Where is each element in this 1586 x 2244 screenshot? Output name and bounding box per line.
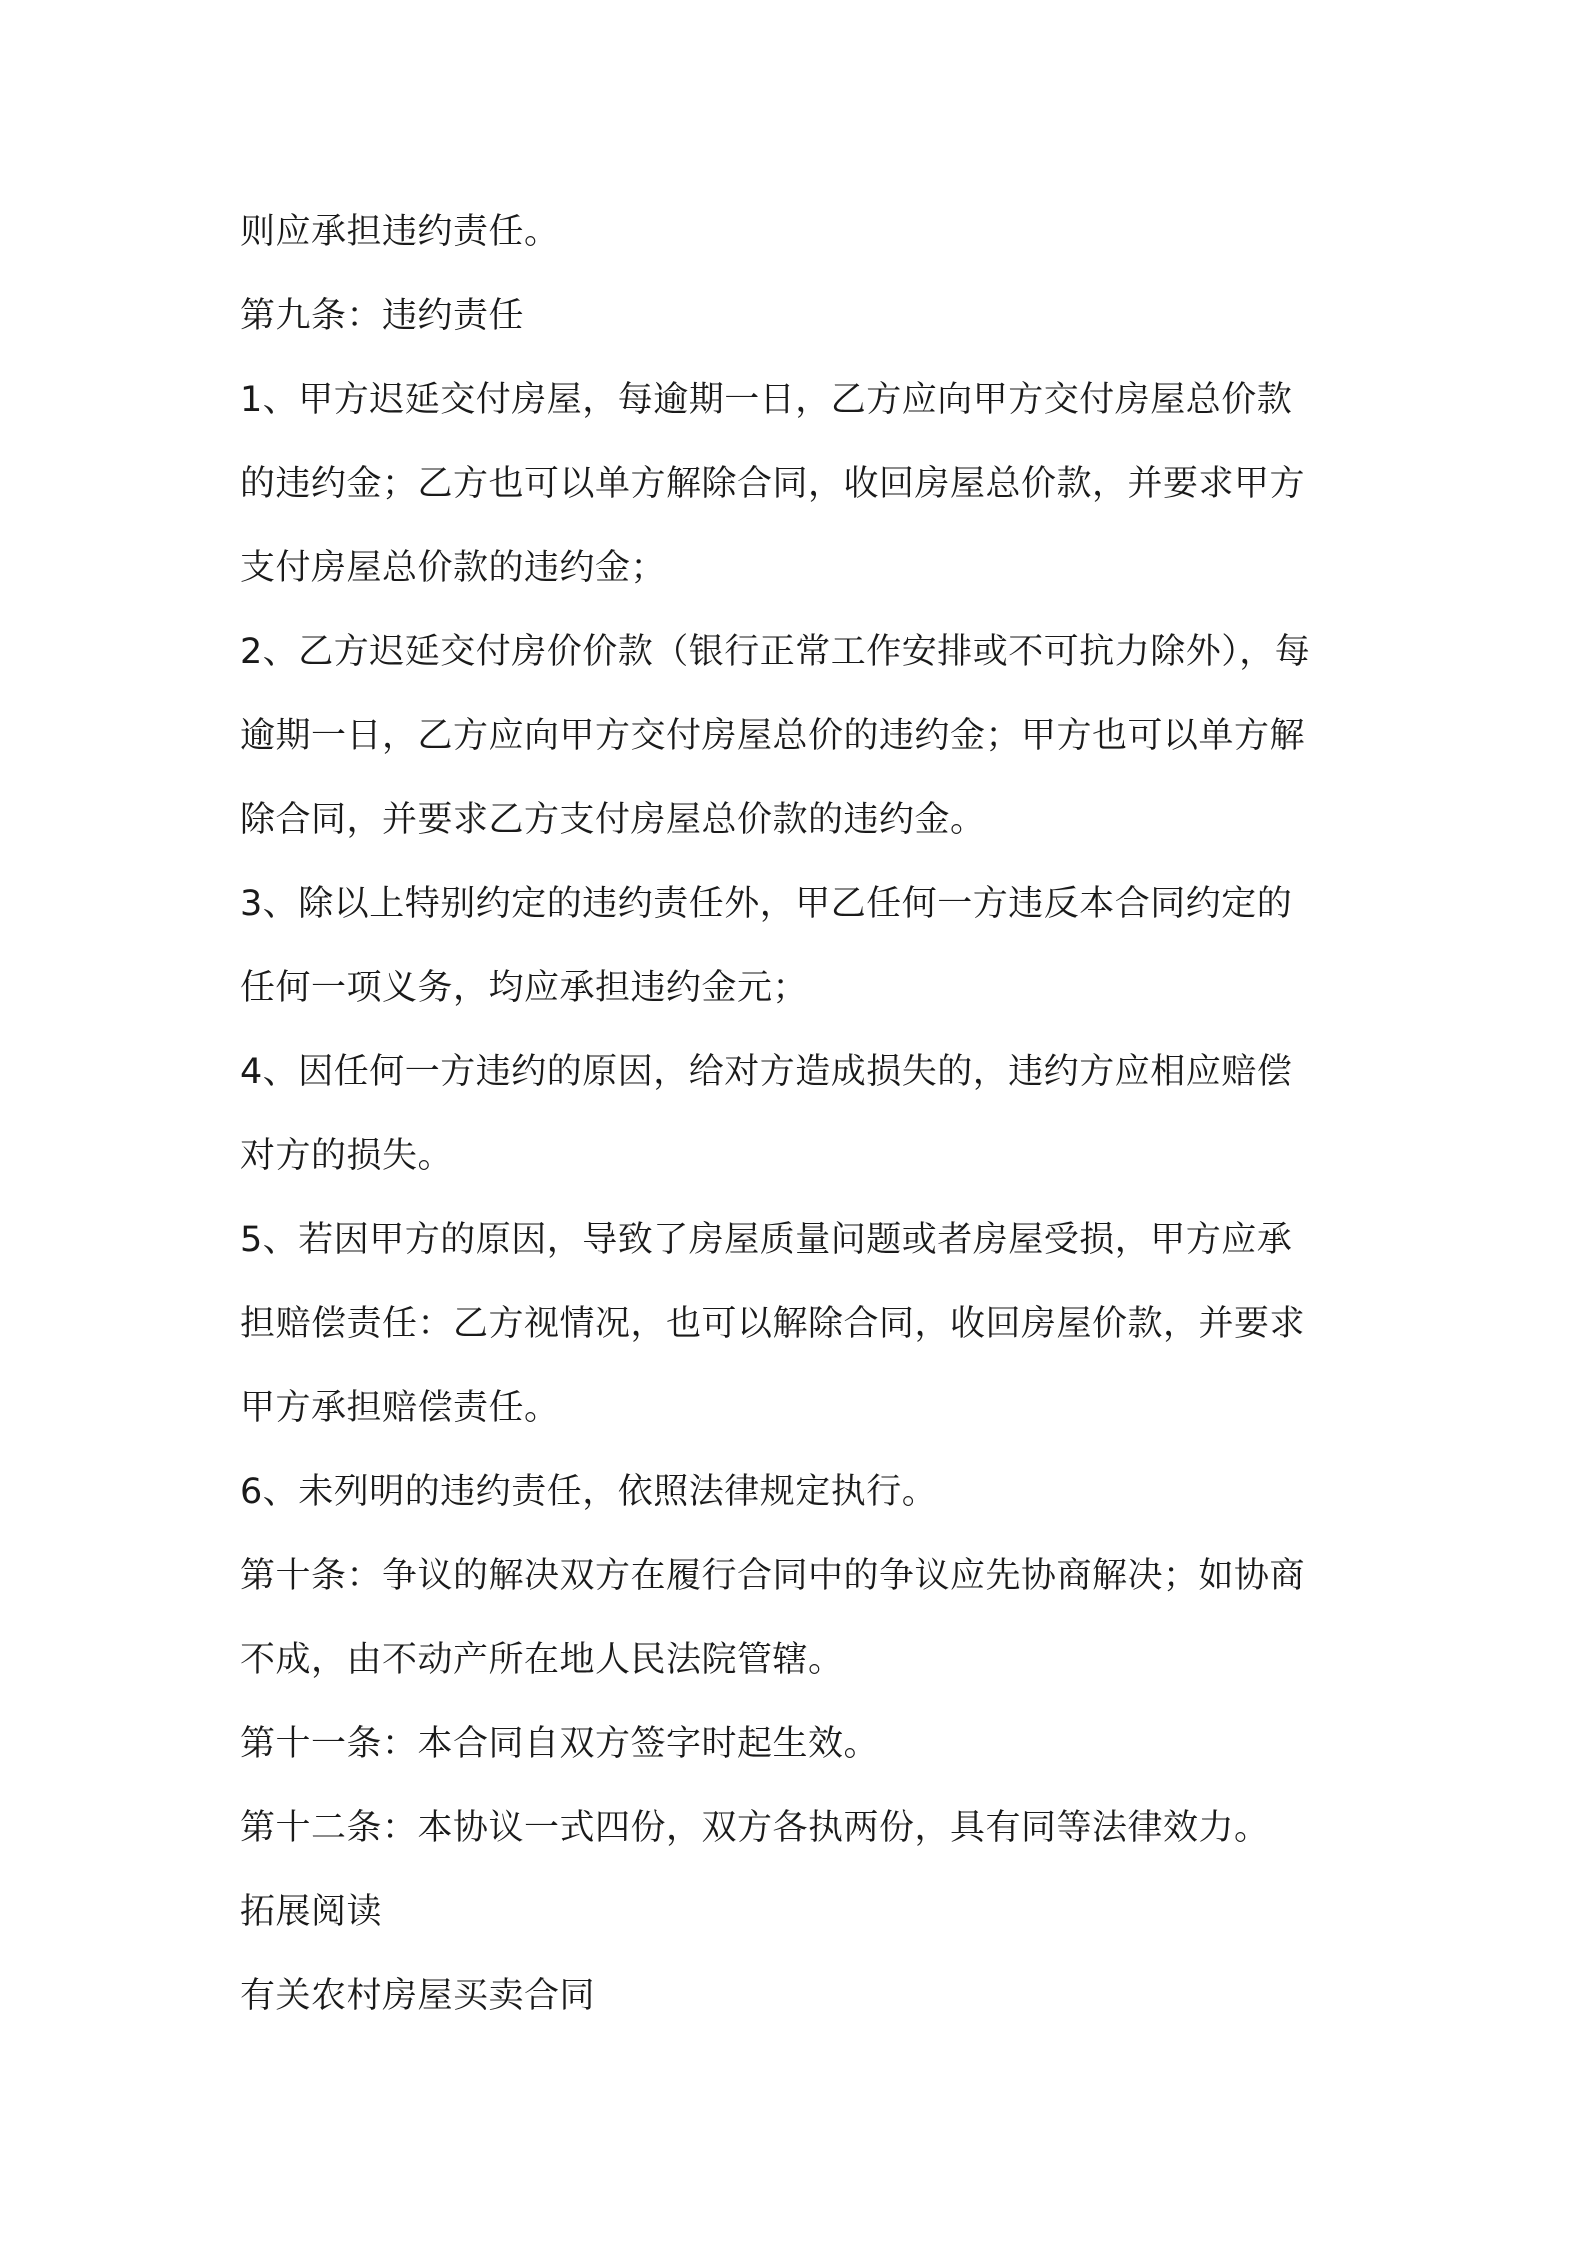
text-line: 第十一条：本合同自双方签字时起生效。 xyxy=(240,1724,880,1764)
text-line: 5、若因甲方的原因，导致了房屋质量问题或者房屋受损，甲方应承 xyxy=(240,1220,1293,1260)
text-line: 6、未列明的违约责任，依照法律规定执行。 xyxy=(240,1472,938,1512)
text-line: 除合同，并要求乙方支付房屋总价款的违约金。 xyxy=(240,800,986,840)
text-line: 3、除以上特别约定的违约责任外，甲乙任何一方违反本合同约定的 xyxy=(240,884,1293,924)
text-line: 的违约金；乙方也可以单方解除合同，收回房屋总价款，并要求甲方 xyxy=(240,464,1306,504)
document-page xyxy=(240,190,1360,2038)
text-line: 对方的损失。 xyxy=(240,1136,454,1176)
text-line: 1、甲方迟延交付房屋，每逾期一日，乙方应向甲方交付房屋总价款 xyxy=(240,380,1293,420)
text-line: 担赔偿责任：乙方视情况，也可以解除合同，收回房屋价款，并要求 xyxy=(240,1304,1306,1344)
text-line: 第十二条：本协议一式四份，双方各执两份，具有同等法律效力。 xyxy=(240,1808,1270,1848)
extended-reading-label: 拓展阅读 xyxy=(240,1892,383,1932)
text-line: 4、因任何一方违约的原因，给对方造成损失的，违约方应相应赔偿 xyxy=(240,1052,1293,1092)
text-line: 支付房屋总价款的违约金； xyxy=(240,548,667,588)
text-line: 则应承担违约责任。 xyxy=(240,212,560,252)
text-line: 2、乙方迟延交付房价价款（银行正常工作安排或不可抗力除外），每 xyxy=(240,632,1311,672)
text-line: 第十条：争议的解决双方在履行合同中的争议应先协商解决；如协商 xyxy=(240,1556,1306,1596)
text-line: 任何一项义务，均应承担违约金元； xyxy=(240,968,809,1008)
article-heading: 第九条：违约责任 xyxy=(240,296,525,336)
text-line: 逾期一日，乙方应向甲方交付房屋总价的违约金；甲方也可以单方解 xyxy=(240,716,1306,756)
extended-reading-title: 有关农村房屋买卖合同 xyxy=(240,1976,596,2016)
text-line: 不成，由不动产所在地人民法院管辖。 xyxy=(240,1640,844,1680)
text-line: 甲方承担赔偿责任。 xyxy=(240,1388,560,1428)
